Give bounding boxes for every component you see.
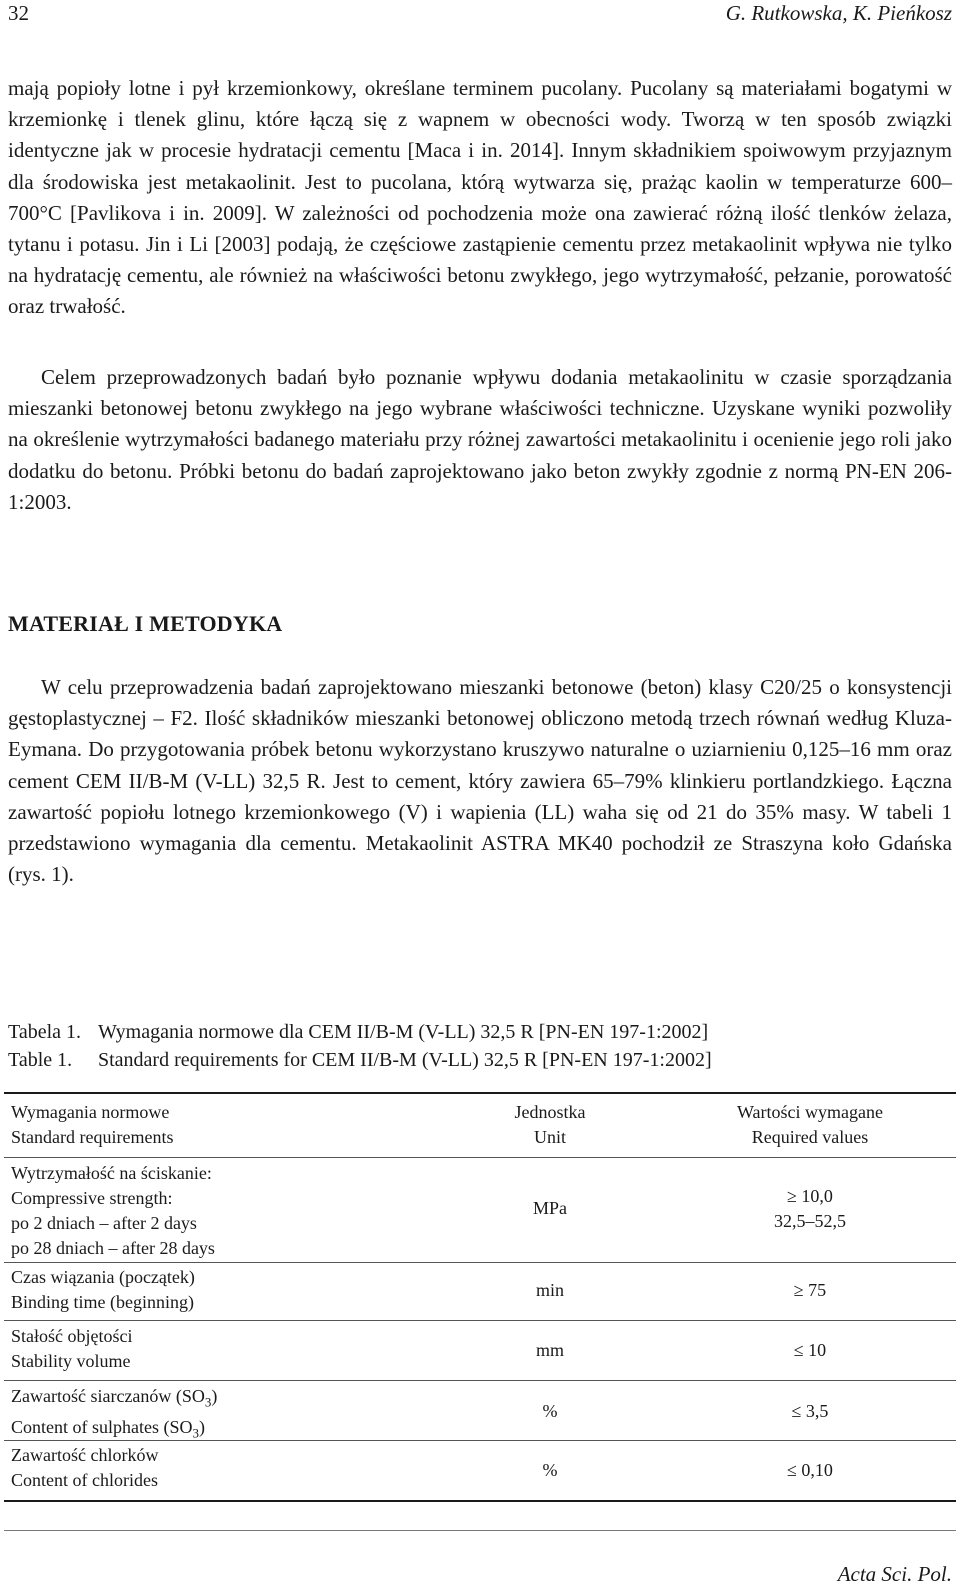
row4-unit: % [542,1401,558,1421]
table-caption-pl-label: Tabela 1. [8,1021,82,1043]
row-divider [4,1320,956,1321]
header-values [680,1100,940,1150]
table-caption-en [8,1046,712,1074]
row5-unit: % [542,1460,558,1480]
table-row-stability-volume [11,1324,132,1374]
row4-req-en: Content of sulphates $(SO_3)$ [11,1416,205,1441]
page-header [8,1,952,31]
paragraph-aim: Celem przeprowadzonych badań było poznanie wpływu dodania metakaolinitu w czasie sporządzania mieszanki betonowej betonu zwykłego na jego wybrane właściwości techniczne. Uzyskane wyniki pozwoliły na określenie wytrzymałości badanego materiału przy różnej zawartości metakaolinitu i ocenienie jego roli jako dodatku do betonu. Próbki betonu do badań zaprojektowano jako beton zwykły zgodnie z normą PN-EN 206-1:2003. [8,365,952,514]
section-heading: MATERIAŁ I METODYKA [8,611,283,636]
table-caption-pl [8,1018,708,1046]
row1-req-line: po 28 dniach – after 28 days [11,1238,215,1258]
row3-value: ≤ 10 [793,1340,827,1360]
row3-req-line: Stałość objętości [11,1326,133,1346]
row3-unit: mm [535,1340,564,1360]
header-requirements-pl: Wymagania normowe [11,1102,170,1122]
row2-unit: min [535,1280,564,1300]
row1-req-line: Compressive strength: [11,1188,173,1208]
row5-value: ≤ 0,10 [787,1460,833,1480]
running-authors: G. Rutkowska, K. Pieńkosz [725,1,952,25]
table-top-rule [4,1092,956,1094]
table-caption-en-text: Standard requirements for CEM II/B-M (V-LL) 32,5 R [PN-EN 197-1:2002] [98,1049,712,1071]
table-row-chlorides [11,1443,158,1493]
page-number: 32 [8,1,29,25]
row1-unit: MPa [532,1198,567,1218]
row1-values [680,1184,940,1234]
row5-req-line: Content of chlorides [11,1470,158,1490]
footer-rule [4,1530,956,1531]
journal-name: Acta Sci. Pol. [837,1562,952,1586]
header-unit-en: Unit [533,1127,566,1147]
row2-value: ≥ 75 [793,1280,827,1300]
header-values-en: Required values [751,1127,869,1147]
row4-value: ≤ 3,5 [791,1401,829,1421]
row-divider [4,1380,956,1381]
paragraph-intro-continued: mają popioły lotne i pył krzemionkowy, określane terminem pucolany. Pucolany są materiałami bogatymi w krzemionkę i tlenek glinu, które łączą się z wapnem w obecności wody. Tworzą w ten sposób związki identyczne jak w procesie hydratacji cementu [Maca i in. 2014]. Innym składnikiem spoiwowym przyjaznym dla środowiska jest metakaolinit. Jest to pucolana, którą wytwarza się, prażąc kaolin w temperaturze 600–700°C [Pavlikova i in. 2009]. W zależności od pochodzenia może ona zawierać różną ilość tlenków żelaza, tytanu i potasu. Jin i Li [2003] podają, że częściowe zastąpienie cementu przez metakaolinit wpływa nie tylko na hydratację cementu, ale również na właściwości betonu zwykłego, jego wytrzymałość, pełzanie, porowatość oraz trwałość. [8,76,952,319]
row2-req-line: Czas wiązania (początek) [11,1267,195,1287]
row5-req-line: Zawartość chlorków [11,1445,159,1465]
row-divider [4,1440,956,1441]
table-row-compressive-strength [11,1161,215,1261]
header-requirements [11,1100,173,1150]
row2-req-line: Binding time (beginning) [11,1292,194,1312]
row-divider [4,1262,956,1263]
header-unit [470,1100,630,1150]
row4-req-pl: Zawartość siarczanów $(SO_3)$ [11,1386,218,1410]
header-requirements-en: Standard requirements [11,1127,174,1147]
row1-req-line: Wytrzymałość na ściskanie: [11,1163,212,1183]
table-caption-pl-text: Wymagania normowe dla CEM II/B-M (V-LL) 32,5 R [PN-EN 197-1:2002] [98,1021,709,1043]
row1-req-line: po 2 dniach – after 2 days [11,1213,197,1233]
row1-value: ≥ 10,0 [787,1186,833,1206]
table-row-binding-time [11,1265,195,1315]
table-bottom-rule [4,1500,956,1502]
paragraph-methods: W celu przeprowadzenia badań zaprojektowano mieszanki betonowe (beton) klasy C20/25 o konsystencji gęstoplastycznej – F2. Ilość składników mieszanki betonowej obliczono metodą trzech równań według Kluza-Eymana. Do przygotowania próbek betonu wykorzystano kruszywo naturalne o uziarnieniu 0,125–16 mm oraz cement CEM II/B-M (V-LL) 32,5 R. Jest to cement, który zawiera 65–79% klinkieru portlandzkiego. Łączna zawartość popiołu lotnego krzemionkowego (V) i wapienia (LL) waha się od 21 do 35% masy. W tabeli 1 przedstawiono wymagania dla cementu. Metakaolinit ASTRA MK40 pochodził ze Straszyna koło Gdańska (rys. 1). [8,675,952,887]
row1-value: 32,5–52,5 [774,1211,846,1231]
header-unit-pl: Jednostka [514,1102,586,1122]
table-header-rule [4,1157,956,1158]
header-values-pl: Wartości wymagane [737,1102,883,1122]
table-row-sulphates [11,1384,217,1445]
table-caption-en-label: Table 1. [8,1049,73,1071]
row3-req-line: Stability volume [11,1351,131,1371]
